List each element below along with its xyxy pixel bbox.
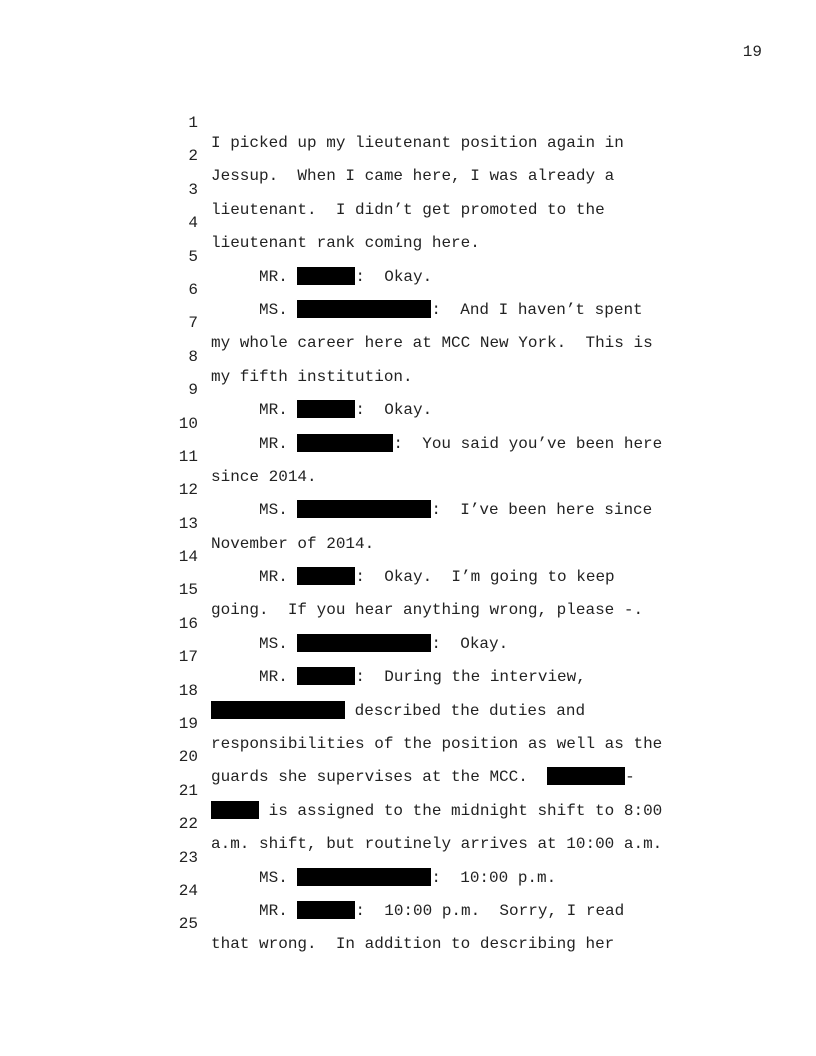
line-number: 17	[178, 648, 198, 667]
line-number: 5	[188, 247, 198, 266]
line-number: 15	[178, 581, 198, 600]
line-text: responsibilities of the position as well as the	[211, 735, 663, 754]
line-number: 11	[178, 447, 198, 466]
line-number: 7	[188, 314, 198, 333]
line-text-after: is assigned to the midnight shift to 8:00	[259, 801, 663, 820]
line-number: 2	[188, 147, 198, 166]
line-number: 24	[178, 881, 198, 900]
speaker-label: MR.	[259, 401, 298, 420]
line-text-after: : And I haven’t spent	[431, 300, 643, 319]
speaker-label: MR.	[259, 434, 298, 453]
speaker-label: MS.	[259, 300, 298, 319]
line-number: 22	[178, 815, 198, 834]
line-text: my fifth institution.	[211, 367, 413, 386]
line-text: my whole career here at MCC New York. This is	[211, 334, 653, 353]
transcript-line	[0, 828, 816, 887]
line-number: 9	[188, 381, 198, 400]
speaker-label: MS.	[259, 634, 298, 653]
transcript-line	[0, 794, 816, 854]
transcript-line	[0, 360, 816, 420]
transcript-line	[0, 494, 816, 553]
transcript-line	[0, 861, 816, 920]
line-text: I picked up my lieutenant position again in	[211, 134, 624, 152]
line-number: 12	[178, 481, 198, 500]
line-text: going. If you hear anything wrong, please -.	[211, 601, 644, 620]
line-number: 10	[178, 414, 198, 433]
line-text: lieutenant. I didn’t get promoted to the	[211, 200, 605, 219]
transcript-line	[0, 93, 816, 152]
line-text-after: : During the interview,	[355, 668, 586, 687]
line-number: 20	[178, 748, 198, 767]
transcript-line	[0, 594, 816, 653]
transcript-line	[0, 761, 816, 820]
line-text: Jessup. When I came here, I was already a	[211, 167, 615, 186]
line-number: 21	[178, 781, 198, 800]
transcript-line	[0, 193, 816, 253]
line-text-after: -	[625, 768, 635, 787]
line-text-after: : 10:00 p.m. Sorry, I read	[355, 901, 625, 920]
transcript-line	[0, 160, 816, 219]
line-number: 23	[178, 848, 198, 867]
line-number: 14	[178, 548, 198, 567]
line-number: 8	[188, 347, 198, 366]
speaker-label: MR.	[259, 901, 298, 920]
line-text: a.m. shift, but routinely arrives at 10:00 a.m.	[211, 835, 663, 854]
speaker-label: MR.	[259, 668, 298, 687]
line-text: that wrong. In addition to describing her	[211, 935, 615, 954]
transcript-line	[0, 427, 816, 486]
line-number: 3	[188, 180, 198, 199]
line-number: 1	[188, 114, 198, 132]
line-text-after: : You said you’ve been here	[393, 434, 663, 453]
transcript-line	[0, 327, 816, 386]
transcript-line	[0, 527, 816, 587]
transcript-line	[0, 694, 816, 754]
line-text: since 2014.	[211, 467, 317, 486]
line-number: 4	[188, 214, 198, 233]
line-text-before: guards she supervises at the MCC.	[211, 768, 548, 787]
line-number: 19	[178, 715, 198, 734]
speaker-label: MR.	[259, 267, 298, 286]
speaker-label: MS.	[259, 868, 298, 887]
line-number: 6	[188, 280, 198, 299]
line-text-after: described the duties and	[345, 701, 586, 720]
line-text-after: : 10:00 p.m.	[431, 868, 557, 887]
line-text: November of 2014.	[211, 534, 375, 553]
transcript-line	[0, 227, 816, 286]
transcript-line	[0, 126, 816, 186]
transcript-line	[0, 394, 816, 453]
line-number: 13	[178, 514, 198, 533]
transcript-line	[0, 293, 816, 353]
line-text: lieutenant rank coming here.	[211, 234, 480, 253]
transcript-line	[0, 260, 816, 319]
transcript-line	[0, 460, 816, 520]
line-text-after: : Okay.	[431, 634, 509, 653]
line-text-after: : Okay.	[355, 401, 433, 420]
line-number: 25	[178, 915, 198, 934]
line-text-after: : Okay.	[355, 267, 433, 286]
line-text-after: : Okay. I’m going to keep	[355, 568, 615, 587]
transcript-line	[0, 661, 816, 720]
line-text-after: : I’ve been here since	[431, 501, 653, 520]
line-number: 18	[178, 681, 198, 700]
transcript-line	[0, 894, 816, 954]
transcript-line	[0, 560, 816, 620]
page-number: 19	[742, 43, 762, 61]
transcript-line	[0, 727, 816, 787]
line-number: 16	[178, 614, 198, 633]
transcript-line	[0, 627, 816, 687]
speaker-label: MR.	[259, 568, 298, 587]
transcript-body	[0, 93, 816, 954]
speaker-label: MS.	[259, 501, 298, 520]
